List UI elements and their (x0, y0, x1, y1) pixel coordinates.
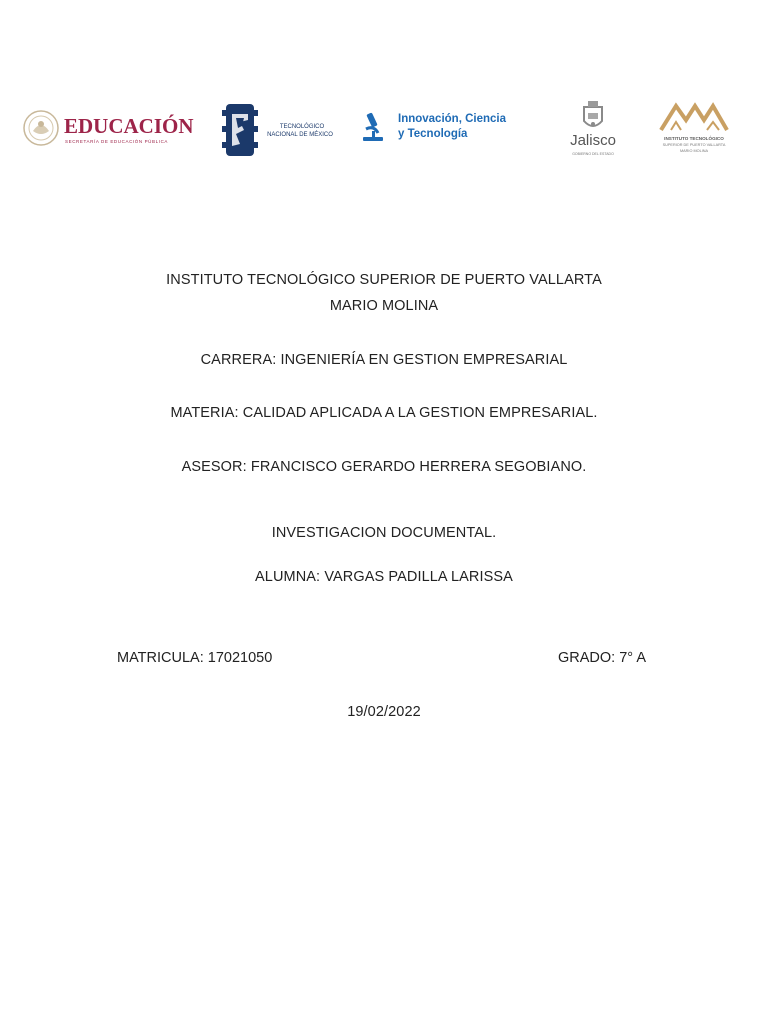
tecnm-line1: TECNOLÓGICO (279, 124, 325, 130)
itspv-line3: MARIO MOLINA (679, 149, 709, 153)
asesor-line: ASESOR: FRANCISCO GERARDO HERRERA SEGOBIANO. (181, 459, 587, 475)
itspv-line2: SUPERIOR DE PUERTO VALLARTA (662, 143, 726, 147)
innovacion-line2: y Tecnología (398, 128, 468, 140)
matricula-line: MATRICULA: 17021050 (117, 650, 273, 666)
institution-name: INSTITUTO TECNOLÓGICO SUPERIOR DE PUERTO VALLARTA (166, 272, 602, 288)
jalisco-crest-icon (576, 99, 610, 133)
tecnm-gear-icon (220, 100, 260, 160)
alumna-line: ALUMNA: VARGAS PADILLA LARISSA (255, 569, 513, 585)
tecnm-line2: NACIONAL DE MÉXICO (267, 132, 333, 138)
itspv-roof-icon (659, 102, 729, 132)
tecnm-logo (220, 100, 340, 162)
microscope-icon (360, 111, 386, 145)
materia-line: MATERIA: CALIDAD APLICADA A LA GESTION EMPRESARIAL. (170, 405, 598, 421)
jalisco-logo (562, 99, 624, 163)
date-line: 19/02/2022 (347, 704, 421, 720)
itspv-line1: INSTITUTO TECNOLÓGICO (664, 136, 724, 141)
jalisco-subtitle: GOBIERNO DEL ESTADO (572, 152, 614, 156)
itspv-logo (654, 100, 734, 162)
jalisco-word: Jalisco (570, 132, 616, 149)
campus-name: MARIO MOLINA (329, 298, 439, 314)
mexico-seal-icon (22, 109, 60, 147)
carrera-line: CARRERA: INGENIERÍA EN GESTION EMPRESARIAL (200, 352, 568, 368)
document-type: INVESTIGACION DOCUMENTAL. (271, 525, 497, 541)
innovacion-logo (360, 111, 540, 147)
educacion-word: EDUCACIÓN (64, 114, 194, 138)
innovacion-line1: Innovación, Ciencia (398, 113, 506, 125)
educacion-logo (22, 109, 194, 149)
educacion-subtitle: SECRETARÍA DE EDUCACIÓN PÚBLICA (65, 139, 169, 144)
grado-line: GRADO: 7° A (558, 650, 646, 666)
logo-banner (0, 95, 768, 170)
